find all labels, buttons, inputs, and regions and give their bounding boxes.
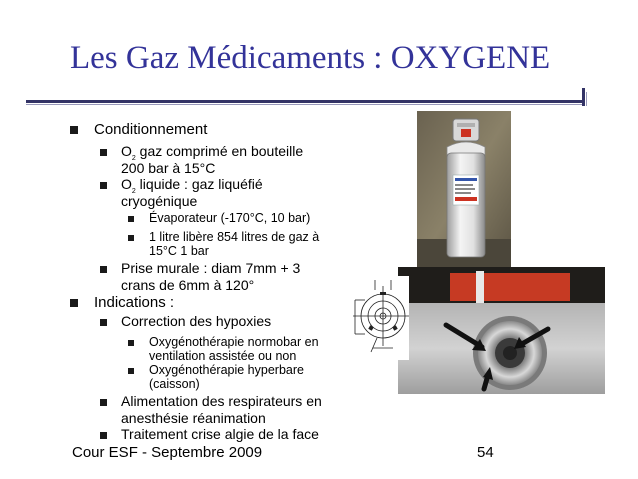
bullet-oxy-normobar-cont: ventilation assistée ou non [149,349,297,363]
bullet-prise-murale: Prise murale : diam 7mm + 3 [121,260,301,276]
bullet-prise-murale-cont: crans de 6mm à 120° [121,277,255,293]
page-number: 54 [477,444,494,461]
title-rule-end-thin [586,92,587,106]
title-underline-thin [26,104,582,105]
bullet-o2-liquide: $O_2$ liquide : gaz liquéfié [121,176,263,195]
bullet-alimentation-cont: anesthésie réanimation [121,410,266,426]
bullet-square-icon [100,182,107,189]
bullet-square-icon [100,399,107,406]
bullet-oxy-hyperbare-cont: (caisson) [149,377,200,391]
bullet-litre-cont: 15°C 1 bar [149,244,209,258]
bullet-indications: Indications : [94,294,175,311]
bullet-o2-comprime-cont: 200 bar à 15°C [121,160,216,176]
bullet-square-icon [128,368,134,374]
bullet-o2-liquide-cont: cryogénique [121,193,198,209]
bullet-oxy-hyperbare: Oxygénothérapie hyperbare [149,363,304,377]
bullet-square-icon [100,319,107,326]
wall-outlet-photo [398,267,605,394]
bullet-conditionnement: Conditionnement [94,121,208,138]
footer-text: Cour ESF - Septembre 2009 [72,444,263,461]
title-rule-end [582,88,585,106]
bullet-litre: 1 litre libère 854 litres de gaz à [149,230,320,244]
outlet-technical-drawing [347,276,409,360]
bullet-square-icon [100,432,107,439]
title-underline [26,100,582,103]
bullet-square-icon [70,299,78,307]
bullet-evaporateur: Évaporateur (-170°C, 10 bar) [149,211,311,225]
bullet-oxy-normobar: Oxygénothérapie normobar en [149,335,319,349]
bullet-alimentation: Alimentation des respirateurs en [121,393,322,409]
bullet-square-icon [128,340,134,346]
bullet-traitement: Traitement crise algie de la face [121,426,319,442]
bullet-square-icon [70,126,78,134]
slide-title: Les Gaz Médicaments : OXYGENE [70,40,551,76]
bullet-correction: Correction des hypoxies [121,313,272,329]
bullet-square-icon [128,216,134,222]
bullet-square-icon [100,266,107,273]
bullet-square-icon [100,149,107,156]
bullet-square-icon [128,235,134,241]
bullet-o2-comprime: $O_2$ gaz comprimé en bouteille [121,143,304,162]
oxygen-cylinder-photo [417,111,511,267]
